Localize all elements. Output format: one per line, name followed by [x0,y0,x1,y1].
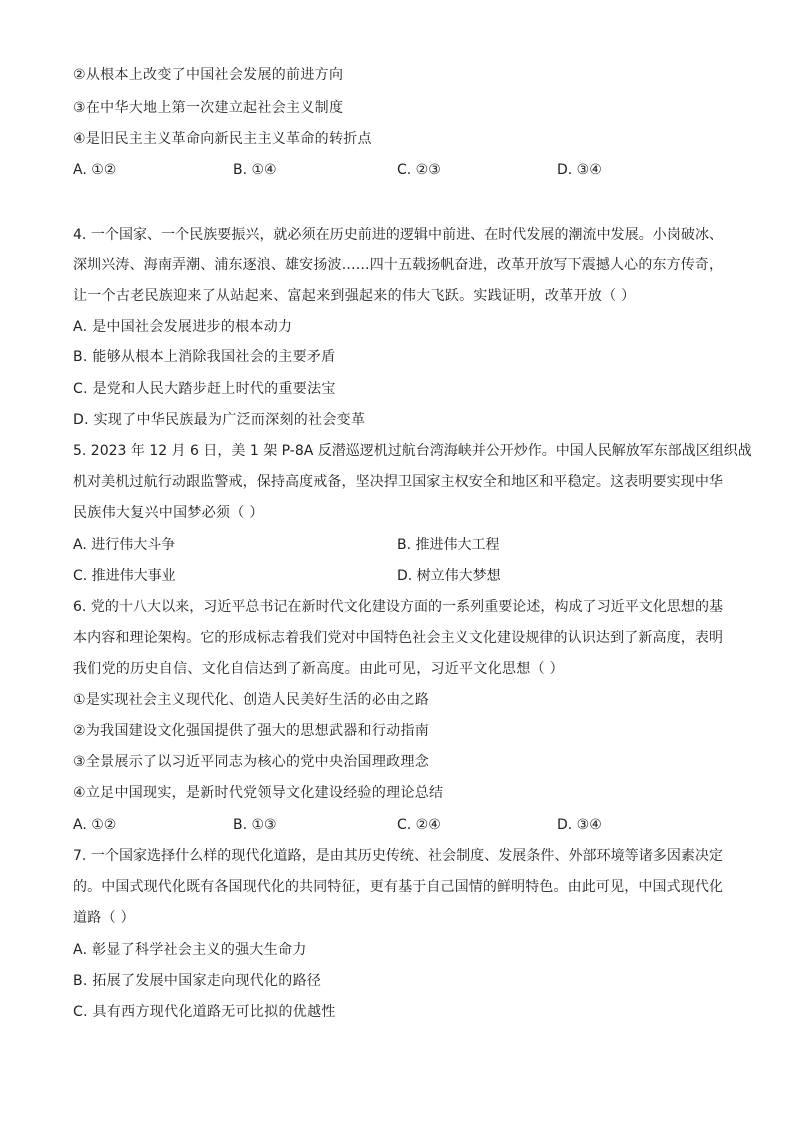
q6-option-d: D. ③④ [557,817,602,833]
q4-stem-line-2: 深圳兴涛、海南弄潮、浦东逐浪、雄安扬波……四十五载扬帆奋进，改革开放写下震撼人心的东方传奇， [73,257,723,273]
q3-option-c: C. ②③ [397,162,441,178]
q6-item-1: ①是实现社会主义现代化、创造人民美好生活的必由之路 [73,692,430,708]
q5-option-a: A. 进行伟大斗争 [73,537,176,553]
q6-item-2: ②为我国建设文化强国提供了强大的思想武器和行动指南 [73,723,430,739]
q6-stem-line-2: 本内容和理论架构。它的形成标志着我们党对中国特色社会主义文化建设规律的认识达到了新高度，表明 [73,630,723,646]
q6-item-4: ④立足中国现实，是新时代党领导文化建设经验的理论总结 [73,785,444,801]
q3-option-d: D. ③④ [557,162,602,178]
q4-option-c: C. 是党和人民大踏步赶上时代的重要法宝 [73,381,336,397]
q3-option-a: A. ①② [73,162,117,178]
q7-option-b: B. 拓展了发展中国家走向现代化的路径 [73,973,322,989]
q4-option-b: B. 能够从根本上消除我国社会的主要矛盾 [73,349,336,365]
q6-item-3: ③全景展示了以习近平同志为核心的党中央治国理政理念 [73,754,430,770]
q6-stem-line-1: 6. 党的十八大以来，习近平总书记在新时代文化建设方面的一系列重要论述，构成了习近平文化思想的基 [73,599,723,615]
q6-stem-line-3: 我们党的历史自信、文化自信达到了新高度。由此可见，习近平文化思想（ ） [73,661,564,677]
q4-stem-line-3: 让一个古老民族迎来了从站起来、富起来到强起来的伟大飞跃。实践证明，改革开放（ ） [73,288,636,304]
q4-option-d: D. 实现了中华民族最为广泛而深刻的社会变革 [73,412,366,428]
q7-option-a: A. 彰显了科学社会主义的强大生命力 [73,942,307,958]
q4-stem-line-1: 4. 一个国家、一个民族要振兴，就必须在历史前进的逻辑中前进、在时代发展的潮流中发展。小岗破冰、 [73,227,723,243]
q5-option-b: B. 推进伟大工程 [397,537,500,553]
q3-item-3: ③在中华大地上第一次建立起社会主义制度 [73,100,344,116]
q3-item-4: ④是旧民主主义革命向新民主主义革命的转折点 [73,131,372,147]
q5-stem-line-1: 5. 2023 年 12 月 6 日，美 1 架 P-8A 反潜巡逻机过航台湾海峡并公开炒作。中国人民解放军东部战区组织战 [73,443,752,459]
q7-stem-line-3: 道路（ ） [73,910,135,926]
q7-stem-line-1: 7. 一个国家选择什么样的现代化道路，是由其历史传统、社会制度、发展条件、外部环境等诸多因素决定 [73,848,723,864]
q5-stem-line-3: 民族伟大复兴中国梦必须（ ） [73,505,264,521]
q7-option-c: C. 具有西方现代化道路无可比拟的优越性 [73,1004,336,1020]
q7-stem-line-2: 的。中国式现代化既有各国现代化的共同特征，更有基于自己国情的鲜明特色。由此可见，中国式现代化 [73,879,723,895]
q5-option-d: D. 树立伟大梦想 [397,568,501,584]
q6-option-b: B. ①③ [233,817,277,833]
q6-option-a: A. ①② [73,817,117,833]
q4-option-a: A. 是中国社会发展进步的根本动力 [73,319,293,335]
q3-item-2: ②从根本上改变了中国社会发展的前进方向 [73,67,344,83]
q5-stem-line-2: 机对美机过航行动跟监警戒，保持高度戒备，坚决捍卫国家主权安全和地区和平稳定。这表明要实现中华 [73,474,723,490]
q5-option-c: C. 推进伟大事业 [73,568,176,584]
q6-option-c: C. ②④ [397,817,441,833]
q3-option-b: B. ①④ [233,162,277,178]
